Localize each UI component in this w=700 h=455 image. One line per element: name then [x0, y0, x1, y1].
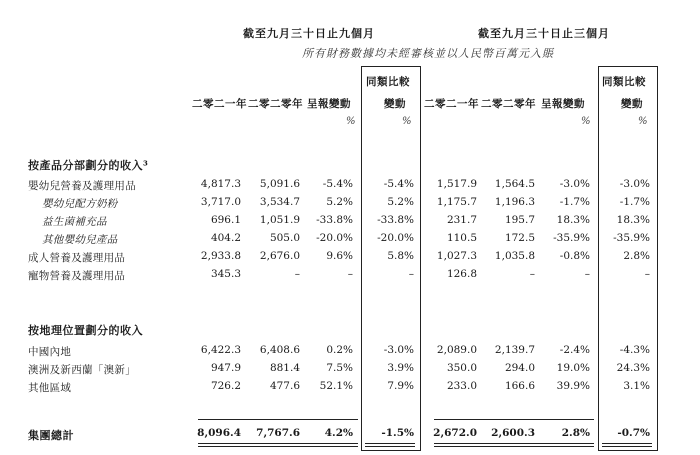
cell-value: 18.3%	[616, 214, 650, 226]
col-2020-three: 二零二零年	[481, 98, 536, 110]
col-2021-three: 二零二一年	[424, 98, 479, 110]
cell-value: -3.0%	[383, 344, 414, 356]
cell-value: 1,051.9	[259, 214, 300, 226]
cell-value: 404.2	[210, 232, 241, 244]
cell-value: –	[347, 268, 353, 280]
cell-value: 172.5	[504, 232, 535, 244]
cell-value: -0.7%	[617, 427, 650, 439]
cell-value: 3.1%	[623, 380, 650, 392]
cell-value: 350.0	[446, 362, 477, 374]
row-label: 中國內地	[28, 346, 72, 358]
period-nine-months: 截至九月三十日止九個月	[243, 27, 375, 40]
cell-value: 2,676.0	[259, 250, 300, 262]
cell-value: 505.0	[269, 232, 300, 244]
cell-value: -33.8%	[377, 214, 414, 226]
cell-value: 1,035.8	[494, 250, 535, 262]
cell-value: -1.7%	[619, 196, 650, 208]
col-yoy-three-l1: 同類比較	[602, 76, 646, 88]
row-label: 其他嬰幼兒產品	[42, 234, 118, 246]
row-label: 嬰幼兒配方奶粉	[42, 198, 118, 210]
cell-value: 2,089.0	[436, 344, 477, 356]
cell-value: 195.7	[504, 214, 535, 226]
cell-value: -0.8%	[559, 250, 590, 262]
cell-value: 5,091.6	[259, 178, 300, 190]
col-reported-nine: 呈報變動	[307, 98, 351, 110]
period-three-months: 截至九月三十日止三個月	[478, 27, 610, 40]
row-label: 嬰幼兒營養及護理用品	[28, 180, 136, 192]
cell-value: 1,196.3	[494, 196, 535, 208]
col-yoy-nine-l1: 同類比較	[366, 76, 410, 88]
subtotal-rule-three	[434, 419, 594, 420]
cell-value: 947.9	[210, 362, 241, 374]
total-double-rule-c	[434, 443, 594, 447]
pct-yoy-three: %	[638, 116, 648, 127]
col-2020-nine: 二零二零年	[248, 98, 303, 110]
cell-value: -20.0%	[316, 232, 353, 244]
row-label: 成人營養及護理用品	[28, 252, 126, 264]
pct-reported-three: %	[581, 116, 591, 127]
cell-value: 2,139.7	[494, 344, 535, 356]
cell-value: –	[529, 268, 535, 280]
cell-value: 5.2%	[326, 196, 353, 208]
subtotal-rule-nine	[198, 419, 358, 420]
cell-value: -1.7%	[559, 196, 590, 208]
cell-value: –	[644, 268, 650, 280]
section-total: 集團總計	[28, 429, 74, 442]
cell-value: 7.5%	[326, 362, 353, 374]
cell-value: -33.8%	[316, 214, 353, 226]
cell-value: 881.4	[269, 362, 300, 374]
cell-value: 3,717.0	[200, 196, 241, 208]
cell-value: 5.8%	[387, 250, 414, 262]
cell-value: 345.3	[210, 268, 241, 280]
cell-value: 19.0%	[556, 362, 590, 374]
total-double-rule-b	[365, 443, 415, 447]
cell-value: 3,534.7	[259, 196, 300, 208]
currency-note: 所有財務數據均未經審核並以人民幣百萬元入賬	[302, 47, 554, 60]
cell-value: -2.4%	[559, 344, 590, 356]
section-geo: 按地理位置劃分的收入	[28, 324, 143, 337]
cell-value: 18.3%	[556, 214, 590, 226]
total-double-rule-a	[198, 443, 358, 447]
cell-value: 233.0	[446, 380, 477, 392]
cell-value: 2,600.3	[491, 427, 535, 439]
col-2021-nine: 二零二一年	[192, 98, 247, 110]
cell-value: 39.9%	[556, 380, 590, 392]
cell-value: 1,027.3	[436, 250, 477, 262]
cell-value: 3.9%	[387, 362, 414, 374]
col-yoy-three-l2: 變動	[621, 98, 643, 110]
cell-value: 5.2%	[387, 196, 414, 208]
row-label: 益生菌補充品	[42, 216, 107, 228]
cell-value: -1.5%	[381, 427, 414, 439]
cell-value: 726.2	[210, 380, 241, 392]
col-yoy-nine-l2: 變動	[384, 98, 406, 110]
cell-value: -35.9%	[613, 232, 650, 244]
cell-value: 9.6%	[326, 250, 353, 262]
cell-value: 7,767.6	[256, 427, 300, 439]
cell-value: 1,175.7	[436, 196, 477, 208]
cell-value: -5.4%	[383, 178, 414, 190]
pct-reported-nine: %	[346, 116, 356, 127]
cell-value: 24.3%	[616, 362, 650, 374]
cell-value: 2,672.0	[433, 427, 477, 439]
row-label: 其他區域	[28, 382, 72, 394]
cell-value: 4,817.3	[200, 178, 241, 190]
total-double-rule-d	[602, 443, 652, 447]
cell-value: -3.0%	[559, 178, 590, 190]
cell-value: 231.7	[446, 214, 477, 226]
section-product: 按產品分部劃分的收入³	[28, 159, 149, 172]
pct-yoy-nine: %	[402, 116, 412, 127]
cell-value: 477.6	[269, 380, 300, 392]
cell-value: –	[408, 268, 414, 280]
cell-value: 126.8	[446, 268, 477, 280]
cell-value: 6,408.6	[259, 344, 300, 356]
cell-value: 294.0	[504, 362, 535, 374]
cell-value: 1,517.9	[436, 178, 477, 190]
cell-value: -35.9%	[553, 232, 590, 244]
cell-value: –	[294, 268, 300, 280]
col-reported-three: 呈報變動	[541, 98, 585, 110]
cell-value: 2,933.8	[200, 250, 241, 262]
cell-value: 2.8%	[623, 250, 650, 262]
cell-value: -20.0%	[377, 232, 414, 244]
cell-value: 2.8%	[561, 427, 590, 439]
cell-value: –	[584, 268, 590, 280]
cell-value: 6,422.3	[200, 344, 241, 356]
cell-value: 7.9%	[387, 380, 414, 392]
cell-value: 696.1	[210, 214, 241, 226]
cell-value: -4.3%	[619, 344, 650, 356]
row-label: 寵物營養及護理用品	[28, 270, 126, 282]
cell-value: 4.2%	[324, 427, 353, 439]
cell-value: 1,564.5	[494, 178, 535, 190]
row-label: 澳洲及新西蘭「澳新」	[28, 364, 136, 376]
cell-value: 166.6	[504, 380, 535, 392]
cell-value: 8,096.4	[197, 427, 241, 439]
cell-value: 110.5	[446, 232, 477, 244]
cell-value: -3.0%	[619, 178, 650, 190]
cell-value: 52.1%	[319, 380, 353, 392]
cell-value: -5.4%	[322, 178, 353, 190]
cell-value: 0.2%	[326, 344, 353, 356]
